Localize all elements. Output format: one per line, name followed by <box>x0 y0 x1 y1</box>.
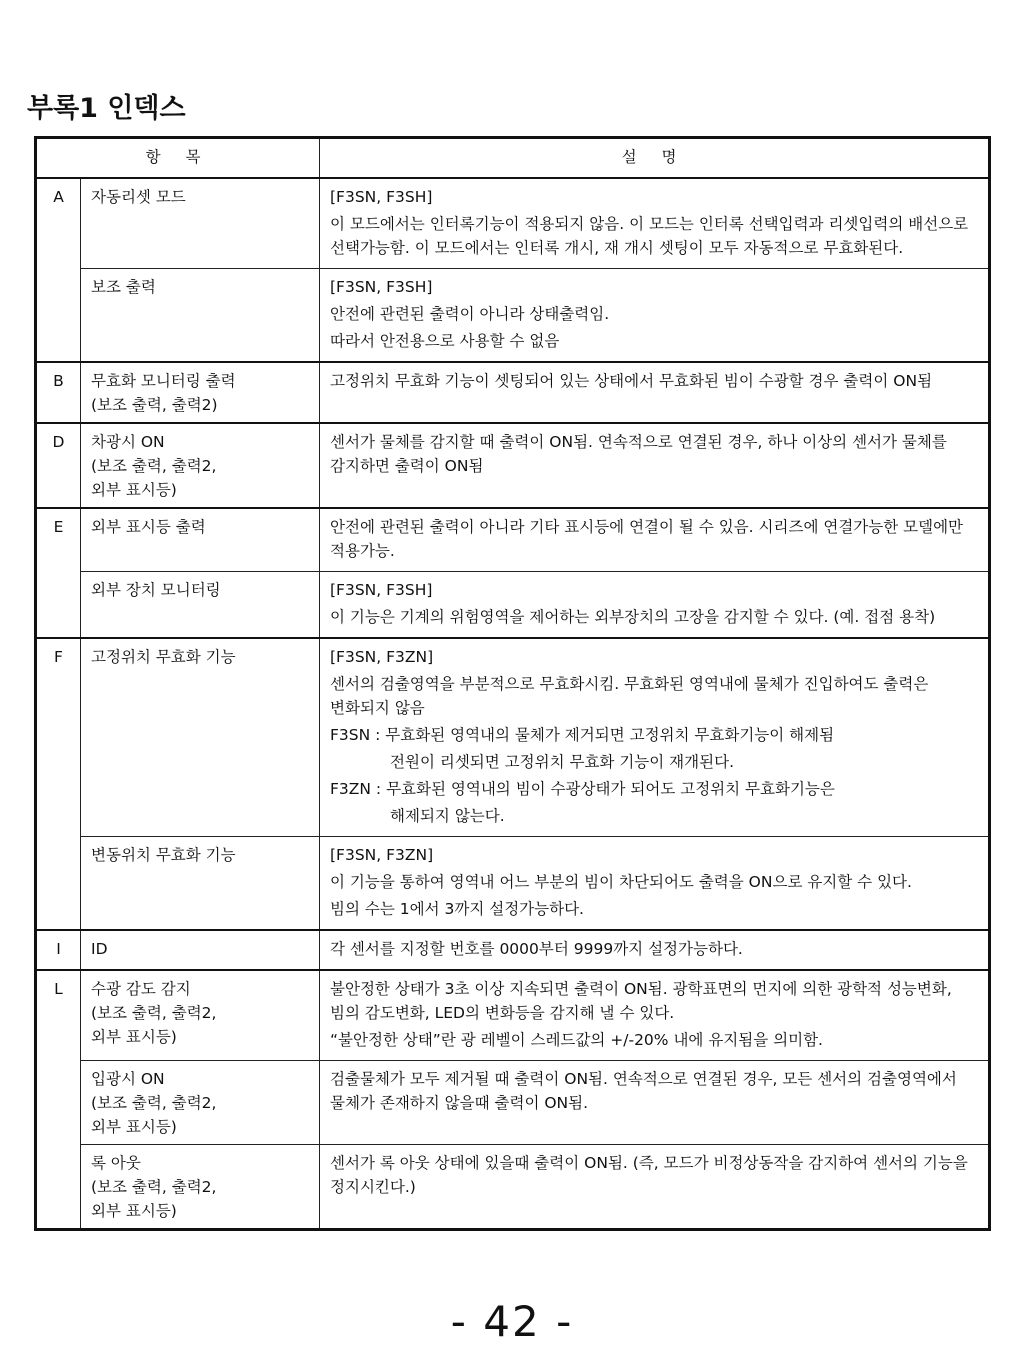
table-row <box>36 970 990 1061</box>
description-line: 이 기능을 통하여 영역내 어느 부분의 빔이 차단되어도 출력을 ON으로 유지할 수 있다. <box>330 873 912 891</box>
item-line: (보조 출력, 출력2) <box>91 396 218 414</box>
description-line: 안전에 관련된 출력이 아니라 상태출력임. <box>330 305 610 323</box>
item-cell <box>81 423 320 508</box>
description-line: [F3SN, F3SH] <box>330 581 433 599</box>
item-line: 보조 출력 <box>91 278 156 296</box>
description-cell <box>320 423 990 508</box>
table-header-row <box>36 138 990 179</box>
item-line: 차광시 ON <box>91 433 165 451</box>
item-line: 고정위치 무효화 기능 <box>91 648 236 666</box>
item-line: ID <box>91 940 108 958</box>
description-line: [F3SN, F3ZN] <box>330 846 434 864</box>
description-line: “불안정한 상태”란 광 레벨이 스레드값의 +/-20% 내에 유지됨을 의미함. <box>330 1031 823 1049</box>
group-letter: L <box>36 970 81 1230</box>
description-cell <box>320 638 990 837</box>
item-line: 변동위치 무효화 기능 <box>91 846 236 864</box>
item-cell <box>81 837 320 931</box>
item-line: 무효화 모니터링 출력 <box>91 372 236 390</box>
group-letter: B <box>36 362 81 423</box>
item-cell <box>81 970 320 1061</box>
table-row <box>36 930 990 970</box>
item-line: (보조 출력, 출력2, <box>91 1094 217 1112</box>
item-cell <box>81 1145 320 1230</box>
table-row <box>36 1145 990 1230</box>
item-cell <box>81 930 320 970</box>
item-line: (보조 출력, 출력2, <box>91 457 217 475</box>
header-item: 항 목 <box>36 138 320 179</box>
description-line: 해제되지 않는다. <box>390 807 505 825</box>
table-row <box>36 362 990 423</box>
description-line: F3ZN : 무효화된 영역내의 빔이 수광상태가 되어도 고정위치 무효화기능은 <box>330 780 835 798</box>
index-table <box>34 136 991 1231</box>
item-line: 자동리셋 모드 <box>91 188 186 206</box>
table-body <box>36 178 990 1230</box>
page-title: 부록1 인덱스 <box>27 93 186 124</box>
item-line: 외부 표시등) <box>91 481 177 499</box>
group-letter: A <box>36 178 81 362</box>
group-letter: I <box>36 930 81 970</box>
description-cell <box>320 1145 990 1230</box>
description-line: F3SN : 무효화된 영역내의 물체가 제거되면 고정위치 무효화기능이 해제됨 <box>330 726 835 744</box>
item-cell <box>81 638 320 837</box>
description-line: [F3SN, F3SH] <box>330 278 433 296</box>
table-row <box>36 508 990 572</box>
description-line: 안전에 관련된 출력이 아니라 기타 표시등에 연결이 될 수 있음. 시리즈에 연결가능한 모델에만 적용가능. <box>330 518 964 560</box>
group-letter: D <box>36 423 81 508</box>
item-cell <box>81 508 320 572</box>
table-row <box>36 178 990 269</box>
description-cell <box>320 1061 990 1145</box>
item-line: 외부 표시등) <box>91 1202 177 1220</box>
group-letter: F <box>36 638 81 930</box>
table-row <box>36 638 990 837</box>
description-line: [F3SN, F3ZN] <box>330 648 434 666</box>
page-number: - 42 - <box>450 1297 574 1346</box>
description-line: 센서가 물체를 감지할 때 출력이 ON됨. 연속적으로 연결된 경우, 하나 이상의 센서가 물체를 감지하면 출력이 ON됨 <box>330 433 947 475</box>
description-cell <box>320 970 990 1061</box>
description-line: [F3SN, F3SH] <box>330 188 433 206</box>
description-line: 검출물체가 모두 제거될 때 출력이 ON됨. 연속적으로 연결된 경우, 모든 센서의 검출영역에서 물체가 존재하지 않을때 출력이 ON됨. <box>330 1070 957 1112</box>
description-line: 불안정한 상태가 3초 이상 지속되면 출력이 ON됨. 광학표면의 먼지에 의한 광학적 성능변화, 빔의 감도변화, LED의 변화등을 감지해 낼 수 있다. <box>330 980 952 1022</box>
description-cell <box>320 269 990 363</box>
table-row <box>36 572 990 639</box>
description-cell <box>320 508 990 572</box>
description-line: 전원이 리셋되면 고정위치 무효화 기능이 재개된다. <box>390 753 734 771</box>
description-cell <box>320 930 990 970</box>
table-row <box>36 837 990 931</box>
item-line: (보조 출력, 출력2, <box>91 1178 217 1196</box>
item-cell <box>81 572 320 639</box>
description-line: 고정위치 무효화 기능이 셋팅되어 있는 상태에서 무효화된 빔이 수광할 경우 출력이 ON됨 <box>330 372 933 390</box>
item-line: 외부 표시등 출력 <box>91 518 206 536</box>
description-cell <box>320 362 990 423</box>
description-cell <box>320 572 990 639</box>
header-description: 설 명 <box>320 138 990 179</box>
item-cell <box>81 1061 320 1145</box>
description-line: 따라서 안전용으로 사용할 수 없음 <box>330 332 560 350</box>
description-line: 센서의 검출영역을 부분적으로 무효화시킴. 무효화된 영역내에 물체가 진입하여도 출력은 변화되지 않음 <box>330 675 929 717</box>
table-row <box>36 269 990 363</box>
item-line: 록 아웃 <box>91 1154 141 1172</box>
item-line: 수광 감도 감지 <box>91 980 191 998</box>
table-row <box>36 1061 990 1145</box>
table-row <box>36 423 990 508</box>
item-cell <box>81 178 320 269</box>
description-line: 빔의 수는 1에서 3까지 설정가능하다. <box>330 900 584 918</box>
group-letter: E <box>36 508 81 638</box>
description-cell <box>320 178 990 269</box>
description-line: 센서가 록 아웃 상태에 있을때 출력이 ON됨. (즉, 모드가 비정상동작을 감지하여 센서의 기능을 정지시킨다.) <box>330 1154 968 1196</box>
description-line: 각 센서를 지정할 번호를 0000부터 9999까지 설정가능하다. <box>330 940 743 958</box>
item-cell <box>81 269 320 363</box>
description-cell <box>320 837 990 931</box>
description-line: 이 모드에서는 인터록기능이 적용되지 않음. 이 모드는 인터록 선택입력과 리셋입력의 배선으로 선택가능함. 이 모드에서는 인터록 개시, 재 개시 셋팅이 모두 자동적으로 무효화된다. <box>330 215 969 257</box>
item-line: (보조 출력, 출력2, <box>91 1004 217 1022</box>
item-line: 외부 장치 모니터링 <box>91 581 221 599</box>
item-line: 입광시 ON <box>91 1070 165 1088</box>
item-cell <box>81 362 320 423</box>
item-line: 외부 표시등) <box>91 1028 177 1046</box>
description-line: 이 기능은 기계의 위험영역을 제어하는 외부장치의 고장을 감지할 수 있다. (예. 접점 용착) <box>330 608 936 626</box>
item-line: 외부 표시등) <box>91 1118 177 1136</box>
